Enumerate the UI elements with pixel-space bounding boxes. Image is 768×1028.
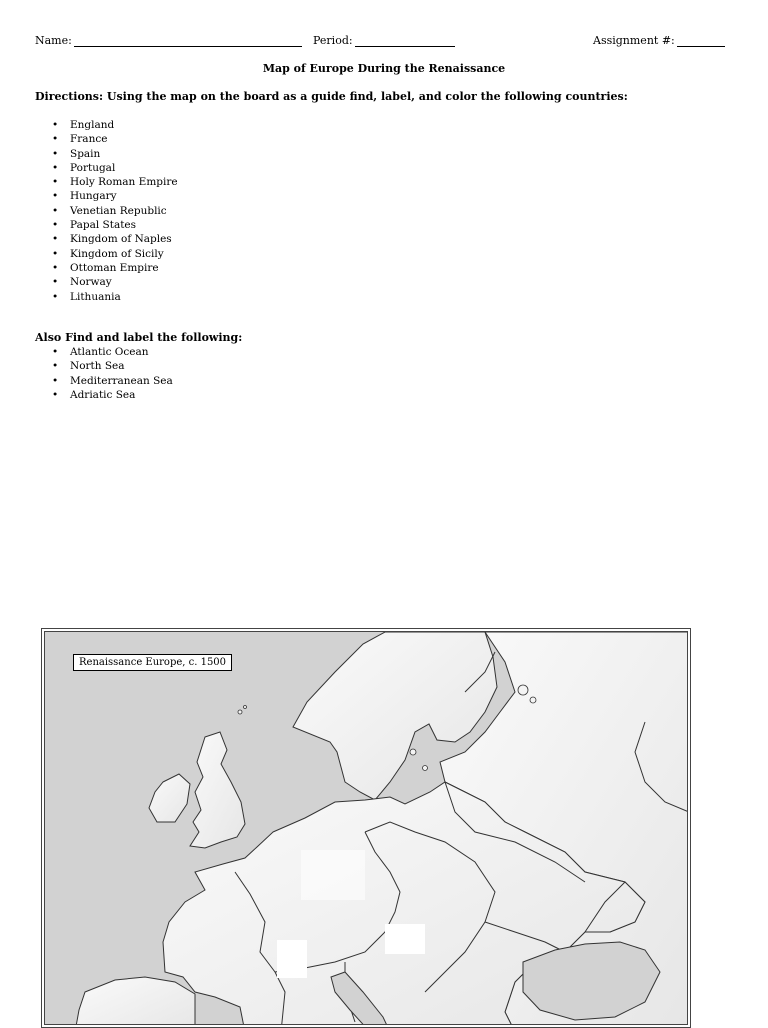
assignment-field[interactable] <box>593 34 725 47</box>
period-field[interactable] <box>313 34 455 47</box>
assignment-label: Assignment #: <box>593 34 675 47</box>
blank-label-box[interactable] <box>301 850 365 900</box>
map-frame <box>41 628 691 1028</box>
blank-label-box[interactable] <box>277 940 307 978</box>
country-list <box>52 118 178 304</box>
list-item: • Spain <box>52 147 178 161</box>
list-item: • Mediterranean Sea <box>52 374 173 388</box>
europe-map <box>44 631 688 1025</box>
name-blank-line[interactable] <box>74 36 302 47</box>
feature-list <box>52 345 173 402</box>
europe-map-drawing <box>45 632 688 1025</box>
list-item: • North Sea <box>52 359 173 373</box>
assignment-blank-line[interactable] <box>677 36 725 47</box>
name-field[interactable] <box>35 34 302 47</box>
also-find-heading: Also Find and label the following: <box>35 331 243 344</box>
list-item: • Lithuania <box>52 290 178 304</box>
list-item: • Hungary <box>52 189 178 203</box>
directions-text: Directions: Using the map on the board as a guide find, label, and color the following countries: <box>35 90 628 103</box>
header-row <box>35 34 715 50</box>
list-item: • Ottoman Empire <box>52 261 178 275</box>
list-item: • England <box>52 118 178 132</box>
name-label: Name: <box>35 34 72 47</box>
blank-label-box[interactable] <box>385 924 425 954</box>
map-title-label: Renaissance Europe, c. 1500 <box>73 654 232 671</box>
list-item: • Venetian Republic <box>52 204 178 218</box>
list-item: • Kingdom of Sicily <box>52 247 178 261</box>
period-blank-line[interactable] <box>355 36 455 47</box>
list-item: • Portugal <box>52 161 178 175</box>
list-item: • France <box>52 132 178 146</box>
page-title: Map of Europe During the Renaissance <box>262 62 506 75</box>
list-item: • Adriatic Sea <box>52 388 173 402</box>
list-item: • Norway <box>52 275 178 289</box>
period-label: Period: <box>313 34 353 47</box>
list-item: • Papal States <box>52 218 178 232</box>
list-item: • Holy Roman Empire <box>52 175 178 189</box>
list-item: • Atlantic Ocean <box>52 345 173 359</box>
list-item: • Kingdom of Naples <box>52 232 178 246</box>
